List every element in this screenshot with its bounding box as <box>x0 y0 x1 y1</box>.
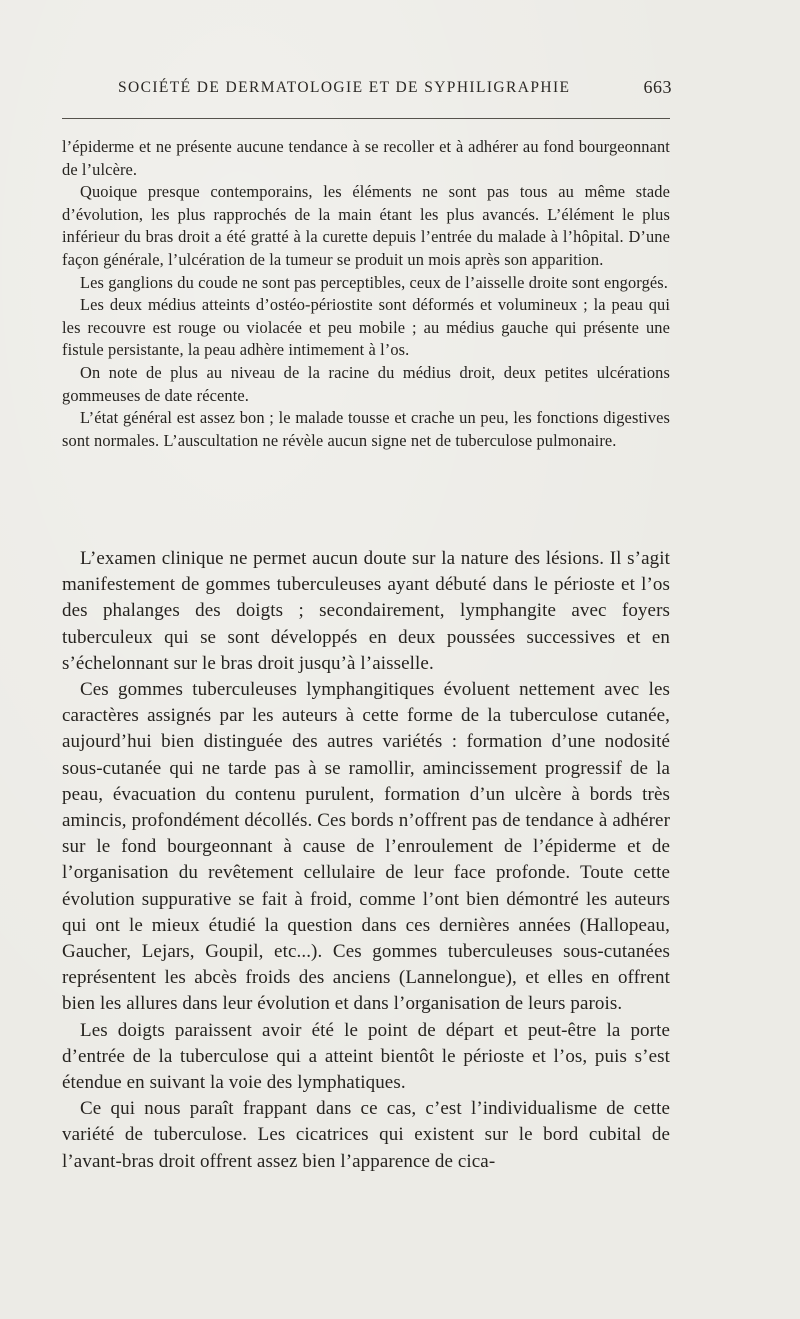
page-header <box>60 77 672 103</box>
running-title: SOCIÉTÉ DE DERMATOLOGIE ET DE SYPHILIGRAPHIE <box>118 79 571 96</box>
paragraph: Quoique presque contemporains, les éléments ne sont pas tous au même stade d’évolution, les plus rapprochés de la main étant les plus avancés. L’élément le plus inférieur du bras droit a été gratté à la curette depuis l’entrée du malade à l’hôpital. D’une façon générale, l’ulcération de la tumeur se produit un mois après son apparition. <box>62 182 670 269</box>
case-description-block <box>62 136 670 452</box>
paragraph: Les doigts paraissent avoir été le point de départ et peut-être la porte d’entrée de la tuberculose qui a atteint bientôt le périoste et l’os, puis s’est étendue en suivant la voie des lymphatiques. <box>62 1019 670 1094</box>
page-number: 663 <box>643 77 672 97</box>
paragraph: Les deux médius atteints d’ostéo-périostite sont déformés et volumineux ; la peau qui les recouvre est rouge ou violacée et peu mobile ; au médius gauche qui présente une fistule persistante, la peau adhère intimement à l’os. <box>62 295 670 360</box>
paragraph: Les ganglions du coude ne sont pas perceptibles, ceux de l’aisselle droite sont engorgés. <box>80 272 668 292</box>
discussion-block <box>62 546 670 1175</box>
paragraph: Ces gommes tuberculeuses lymphangitiques évoluent nettement avec les caractères assignés par les auteurs à cette forme de la tuberculose cutanée, aujourd’hui bien distinguée des autres variétés : formation d’une nodosité sous-cutanée qui ne tarde pas à se ramollir, amincissement progressif de la peau, évacuation du contenu purulent, formation d’un ulcère à bords très amincis, profondément décollés. Ces bords n’offrent pas de tendance à adhérer sur le fond bourgeonnant à cause de l’enroulement de l’épiderme et de l’organisation du revêtement cellulaire de leur face profonde. Toute cette évolution suppurative se fait à froid, comme l’ont bien démontré les auteurs qui ont le mieux étudié la question dans ces dernières années (Hallopeau, Gaucher, Lejars, Goupil, etc...). Ces gommes tuberculeuses sous-cutanées représentent les abcès froids des anciens (Lannelongue), et elles en offrent bien les allures dans leur évolution et dans l’organisation de leurs parois. <box>62 679 670 1015</box>
paragraph: On note de plus au niveau de la racine du médius droit, deux petites ulcérations gommeuses de date récente. <box>62 362 670 405</box>
paragraph: L’examen clinique ne permet aucun doute sur la nature des lésions. Il s’agit manifestement de gommes tuberculeuses ayant débuté dans le périoste et l’os des phalanges des doigts ; secondairement, lymphangite avec foyers tuberculeux qui se sont développés en deux poussées successives et en s’échelonnant sur le bras droit jusqu’à l’aisselle. <box>62 548 670 674</box>
paragraph: Ce qui nous paraît frappant dans ce cas, c’est l’individualisme de cette variété de tuberculose. Les cicatrices qui existent sur le bord cubital de l’avant-bras droit offrent assez bien l’apparence de cica- <box>62 1098 670 1172</box>
paragraph: l’épiderme et ne présente aucune tendance à se recoller et à adhérer au fond bourgeonnant de l’ulcère. <box>62 137 670 179</box>
header-rule <box>62 118 670 119</box>
paragraph: L’état général est assez bon ; le malade tousse et crache un peu, les fonctions digestives sont normales. L’auscultation ne révèle aucun signe net de tuberculose pulmonaire. <box>62 408 670 450</box>
